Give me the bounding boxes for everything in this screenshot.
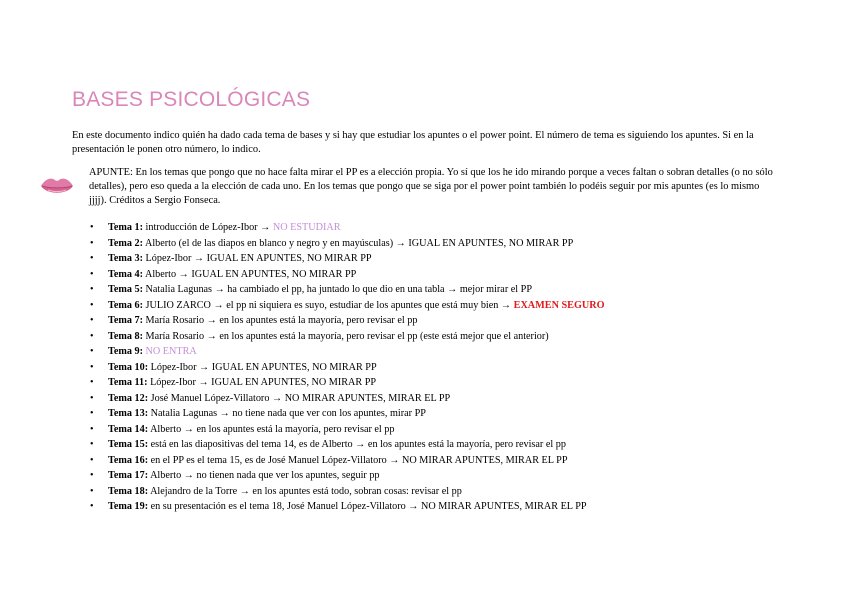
topic-label: Tema 1: [108,222,143,233]
bullet-icon: • [90,315,94,326]
bullet-icon: • [90,253,94,264]
topic-text: Alberto → IGUAL EN APUNTES, NO MIRAR PP [143,268,357,280]
topic-text: López-Ibor → IGUAL EN APUNTES, NO MIRAR PP [143,253,372,264]
topic-highlight: NO ESTUDIAR [272,222,341,233]
topic-label: Tema 13: [108,408,149,419]
topic-label: Tema 18: [108,485,149,497]
bullet-icon: • [90,408,94,419]
topic-item [90,484,605,500]
topic-text: María Rosario → en los apuntes está la mayoría, pero revisar el pp (este está mejor que el anterior) [143,330,549,342]
bullet-icon: • [90,377,94,388]
bullet-icon: • [90,392,94,404]
bullet-icon: • [90,222,94,233]
topic-label: Tema 3: [108,253,143,264]
topic-label: Tema 8: [108,330,143,342]
topic-item [90,344,605,360]
topic-item [90,453,605,469]
topic-label: Tema 2: [108,237,143,249]
topic-item [90,360,605,376]
topic-item [90,391,605,407]
topic-item [90,267,605,283]
bullet-icon: • [90,237,94,249]
bullet-icon: • [90,361,94,373]
topic-label: Tema 14: [108,423,149,435]
topic-label: Tema 5: [108,284,143,295]
topic-label: Tema 19: [108,501,149,512]
topic-text: María Rosario → en los apuntes está la mayoría, pero revisar el pp [143,315,418,326]
lips-icon [40,176,74,196]
topic-item [90,329,605,345]
topic-text: Alberto (el de las diapos en blanco y negro y en mayúsculas) → IGUAL EN APUNTES, NO MIRAR PP [143,237,574,249]
topic-item [90,251,605,267]
topic-item [90,437,605,453]
topic-label: Tema 15: [108,439,149,450]
topic-text: en el PP es el tema 15, es de José Manuel López-Villatoro → NO MIRAR APUNTES, MIRAR EL PP [148,454,568,466]
topic-label: Tema 4: [108,268,143,280]
topic-item [90,375,605,391]
bullet-icon: • [90,501,94,512]
bullet-icon: • [90,346,94,357]
topic-item [90,282,605,298]
topic-highlight: EXAMEN SEGURO [513,299,605,311]
bullet-icon: • [90,439,94,450]
topic-item [90,313,605,329]
topic-item [90,468,605,484]
topic-label: Tema 7: [108,315,143,326]
topic-item [90,298,605,314]
topic-label: Tema 10: [108,361,149,373]
topic-list [90,220,605,515]
topic-item [90,406,605,422]
topic-text: en su presentación es el tema 18, José Manuel López-Villatoro → NO MIRAR APUNTES, MIRAR EL PP [148,501,587,512]
topic-text: Alberto → en los apuntes está la mayoría, pero revisar el pp [148,423,395,435]
topic-text: López-Ibor → IGUAL EN APUNTES, NO MIRAR PP [147,377,377,388]
topic-text: está en las diapositivas del tema 14, es de Alberto → en los apuntes está la mayoría, pero revisar el pp [148,439,566,450]
intro-paragraph: En este documento indico quién ha dado cada tema de bases y si hay que estudiar los apuntes o el power point. El número de tema es siguiendo los apuntes. Si en la presentación le ponen otro número, lo indico. [72,130,754,155]
bullet-icon: • [90,284,94,295]
bullet-icon: • [90,470,94,481]
topic-text: introducción de López-Ibor → [143,222,273,233]
topic-item [90,220,605,236]
bullet-icon: • [90,423,94,435]
topic-text: Alberto → no tienen nada que ver los apuntes, seguir pp [148,470,380,481]
topic-text: Alejandro de la Torre → en los apuntes está todo, sobran cosas: revisar el pp [148,485,462,497]
note-paragraph: APUNTE: En los temas que pongo que no hace falta mirar el PP es a elección propia. Yo sí que los he ido mirando porque a veces faltan o sobran detalles (o no sólo detalles), pero eso queda a la elección de cada uno. En los temas que pongo que se siga por el power point también lo podéis seguir por mis apuntes (es lo mismo jjjj). Créditos a Sergio Fonseca. [89,167,773,206]
topic-text: Natalia Lagunas → ha cambiado el pp, ha juntado lo que dio en una tabla → mejor mirar el PP [143,284,532,295]
topic-text: López-Ibor → IGUAL EN APUNTES, NO MIRAR PP [148,361,377,373]
bullet-icon: • [90,454,94,466]
topic-item [90,236,605,252]
topic-text: JULIO ZARCO → el pp ni siquiera es suyo, estudiar de los apuntes que está muy bien → [143,299,514,311]
topic-label: Tema 12: [108,392,149,404]
bullet-icon: • [90,330,94,342]
bullet-icon: • [90,268,94,280]
bullet-icon: • [90,485,94,497]
bullet-icon: • [90,299,94,311]
document-title: BASES PSICOLÓGICAS [72,88,311,111]
topic-text: Natalia Lagunas → no tiene nada que ver con los apuntes, mirar PP [148,408,426,419]
topic-label: Tema 11: [108,377,148,388]
topic-label: Tema 17: [108,470,149,481]
topic-text: José Manuel López-Villatoro → NO MIRAR APUNTES, MIRAR EL PP [148,392,451,404]
topic-label: Tema 16: [108,454,149,466]
topic-item [90,499,605,515]
topic-item [90,422,605,438]
topic-highlight: NO ENTRA [145,346,197,357]
topic-label: Tema 9: [108,346,143,357]
topic-label: Tema 6: [108,299,143,311]
